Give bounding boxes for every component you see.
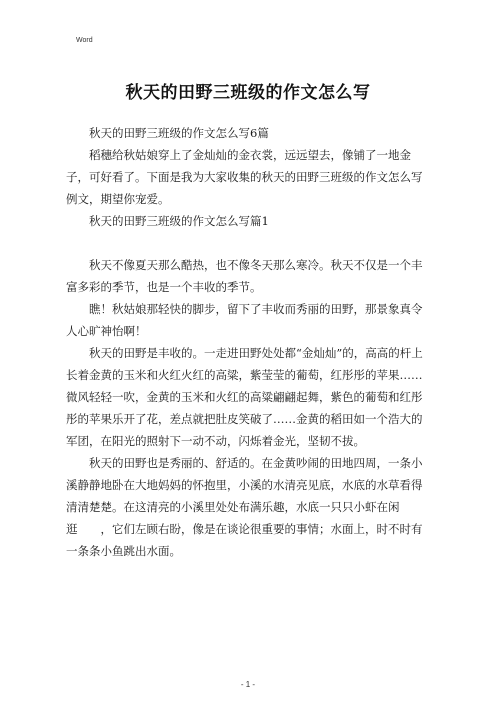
paragraph-gap — [66, 232, 430, 254]
paragraph: 秋天不像夏天那么酷热，也不像冬天那么寒冷。秋天不仅是一个丰富多彩的季节，也是一个丰收的季节。 — [66, 258, 423, 294]
paragraph: 瞧！秋姑娘那轻快的脚步，留下了丰收而秀丽的田野，那景象真令人心旷神怡啊！ — [66, 302, 423, 338]
paragraph-section-heading: 秋天的田野三班级的作文怎么写篇1 — [89, 214, 269, 228]
paragraph: 秋天的田野是丰收的。一走进田野处处都“金灿灿”的，高高的杆上长着金黄的玉米和火红火红的高粱，紫莹莹的葡萄，红彤彤的苹果……微风轻轻一吹，金黄的玉米和火红的高粱翩翩起舞，紫色的葡萄和红彤彤的苹果乐开了花，差点就把肚皮笑破了……金黄的稻田如一个浩大的军团，在阳光的照射下一动不动，闪烁着金光，坚韧不拔。 — [66, 346, 423, 448]
paragraph-subtitle: 秋天的田野三班级的作文怎么写6篇 — [89, 126, 269, 140]
paragraph: 秋天的田野也是秀丽的、舒适的。在金黄吵闹的田地四周，一条小溪静静地卧在大地妈妈的怀抱里，小溪的水清亮见底，水底的水草看得清清楚楚。在这清亮的小溪里处处布满乐趣，水底一只只小虾在闲逛 ，它们左顾右盼，像是在谈论很重要的事情；水面上，时不时有一条条小鱼跳出水面。 — [66, 456, 423, 558]
paragraph-intro: 稻穗给秋姑娘穿上了金灿灿的金衣裳，远远望去，像铺了一地金子，可好看了。下面是我为大家收集的秋天的田野三班级的作文怎么写例文，期望你宠爱。 — [66, 148, 423, 206]
page-number: - 1 - — [240, 680, 256, 689]
document-title: 秋天的田野三班级的作文怎么写 — [125, 83, 371, 103]
header-label: Word — [76, 37, 93, 44]
document-body — [66, 122, 430, 562]
